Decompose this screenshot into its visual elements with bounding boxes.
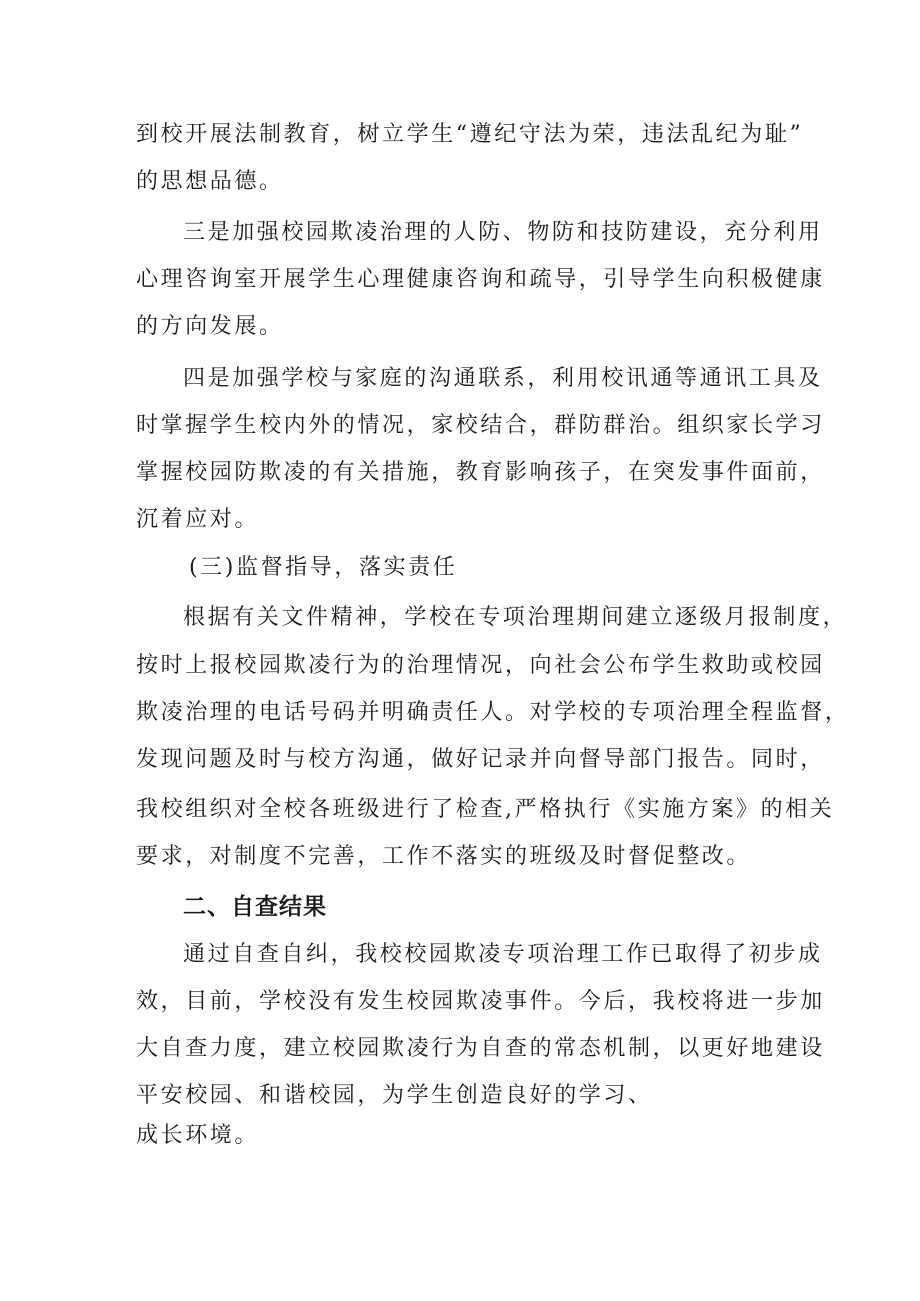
text-line: 效，目前，学校没有发生校园欺凌事件。今后，我校将进一步加 [136,989,825,1014]
text-line: 欺凌治理的电话号码并明确责任人。对学校的专项治理全程监督， [136,700,850,725]
text-line: 大自查力度，建立校园欺凌行为自查的常态机制，以更好地建设 [136,1036,825,1061]
text-line: 发现问题及时与校方沟通，做好记录并向督导部门报告。同时， [136,747,825,772]
text-line: 我校组织对全校各班级进行了检查,严格执行《实施方案》的相关 [136,797,835,822]
text-line: 的方向发展。 [136,314,284,339]
paragraph-start: 三是加强校园欺凌治理的人防、物防和技防建设，充分利用 [183,220,823,245]
section-heading: 二、自查结果 [183,894,327,920]
text-line: 按时上报校园欺凌行为的治理情况，向社会公布学生救助或校园 [136,653,825,678]
text-line: 成长环境。 [136,1123,260,1148]
text-line: 要求，对制度不完善，工作不落实的班级及时督促整改。 [136,844,752,869]
text-line: 掌握校园防欺凌的有关措施，教育影响孩子，在突发事件面前， [136,460,825,485]
text-line: 到校开展法制教育，树立学生“遵纪守法为荣，违法乱纪为耻” [136,122,804,147]
text-line: 平安校园、和谐校园，为学生创造良好的学习、 [136,1083,653,1108]
paragraph-start: 通过自查自纠，我校校园欺凌专项治理工作已取得了初步成 [183,942,823,967]
text-line: 心理咨询室开展学生心理健康咨询和疏导，引导学生向积极健康 [136,267,825,292]
text-line: 的思想品德。 [136,169,284,194]
text-line: 时掌握学生校内外的情况，家校结合，群防群治。组织家长学习 [136,413,825,438]
paragraph-start: 根据有关文件精神，学校在专项治理期间建立逐级月报制度， [183,605,848,630]
paragraph-start: 四是加强学校与家庭的沟通联系，利用校讯通等通讯工具及 [183,366,823,391]
text-line: 沉着应对。 [136,507,260,532]
section-subheading: (三)监督指导，落实责任 [189,555,458,580]
